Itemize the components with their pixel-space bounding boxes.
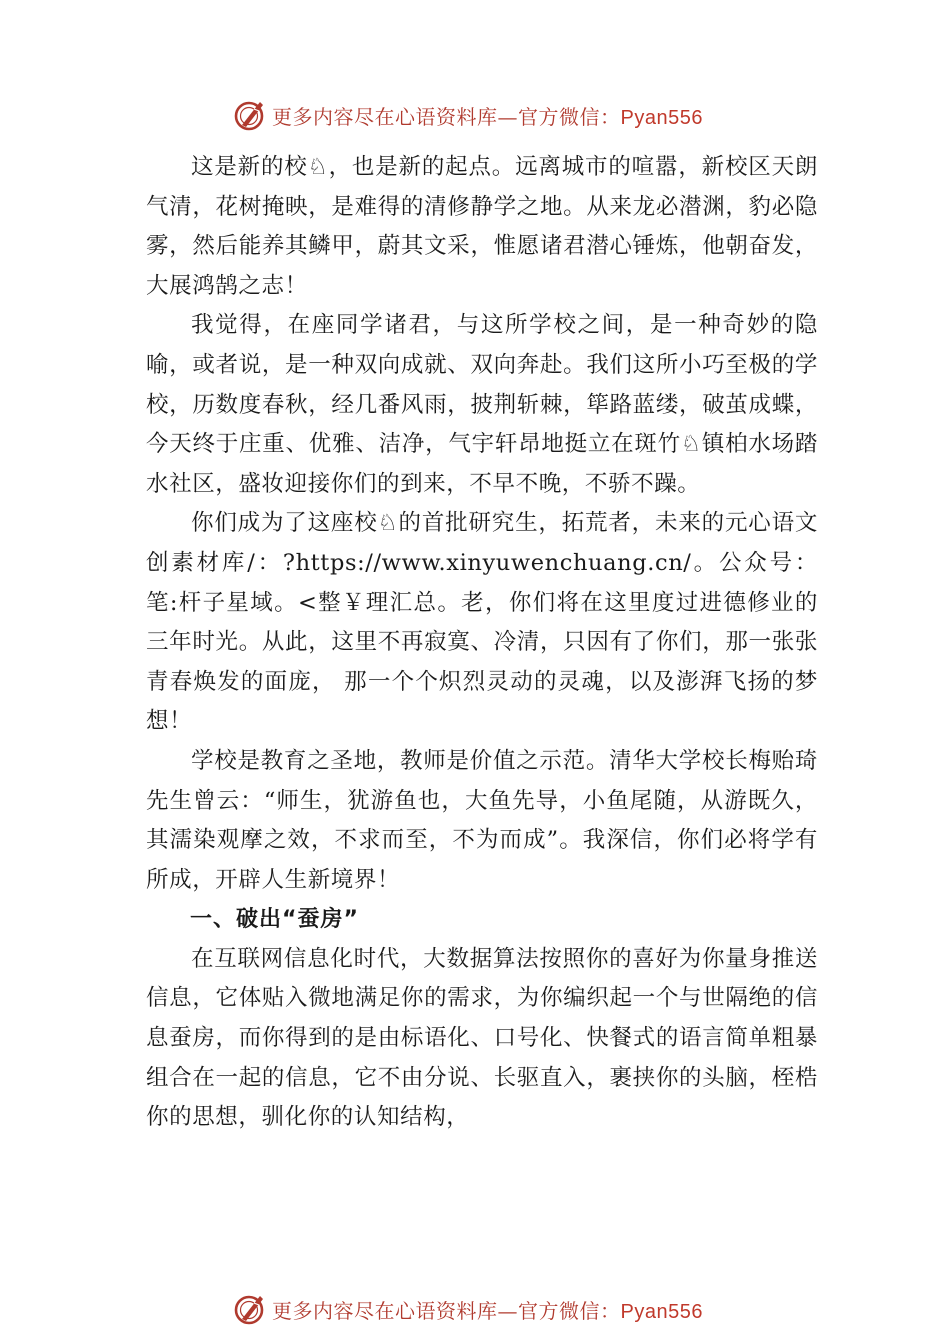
header-banner [232,95,703,135]
header-banner-text [272,101,703,130]
footer-prefix: 更多内容尽在心语资料库 [272,1298,498,1323]
header-separator: — [497,104,518,129]
footer-label: 官方微信： [518,1298,621,1323]
paragraph-4: 学校是教育之圣地，教师是价值之示范。清华大学校长梅贻琦先生曾云：“师生，犹游鱼也，大鱼先导，小鱼尾随，从游既久，其濡染观摩之效，不求而至，不为而成”。我深信，你们必将学有所成，开辟人生新境界！ [146,747,818,893]
footer-banner-text [272,1295,703,1324]
header-label: 官方微信： [518,104,621,129]
paragraph-1: 这是新的校♘，也是新的起点。远离城市的喧嚣，新校区天朗气清，花树掩映，是难得的清修静学之地。从来龙必潜渊，豹必隐雾，然后能养其鳞甲，蔚其文采，惟愿诸君潜心锤炼，他朝奋发，大展鸿鹄之志！ [146,154,818,299]
header-handle: Pyan556 [620,106,703,129]
document-body [146,148,818,1138]
paragraph-2: 我觉得，在座同学诸君，与这所学校之间，是一种奇妙的隐喻，或者说，是一种双向成就、双向奔赴。我们这所小巧至极的学校，历数度春秋，经几番风雨，披荆斩棘，筚路蓝缕，破茧成蝶，今天终于庄重、优雅、洁净，气宇轩昂地挺立在斑竹♘镇柏水场踏水社区，盛妆迎接你们的到来，不早不晚，不骄不躁。 [146,312,818,497]
quill-pen-seal-icon [232,97,268,133]
quill-pen-seal-icon [232,1291,268,1327]
paragraph-3: 你们成为了这座校♘的首批研究生，拓荒者，未来的元心语文创素材库/：?https://www.xinyuwenchuang.cn/。公众号：笔:杆子星域。<整￥理汇总。老，你们将在这里度过进德修业的三年时光。从此，这里不再寂寞、冷清，只因有了你们，那一张张青春焕发的面庞， 那一个个炽烈灵动的灵魂，以及澎湃飞扬的梦想！ [146,510,818,735]
footer-banner [232,1289,703,1329]
header-prefix: 更多内容尽在心语资料库 [272,104,498,129]
paragraph-5: 在互联网信息化时代，大数据算法按照你的喜好为你量身推送信息，它体贴入微地满足你的需求，为你编织起一个与世隔绝的信息蚕房，而你得到的是由标语化、口号化、快餐式的语言简单粗暴组合在一起的信息，它不由分说、长驱直入，裹挟你的头脑，桎梏你的思想，驯化你的认知结构， [146,945,818,1131]
footer-separator: — [497,1298,518,1323]
section-heading-1: 一、破出“蚕房” [190,907,359,933]
footer-handle: Pyan556 [620,1300,703,1323]
